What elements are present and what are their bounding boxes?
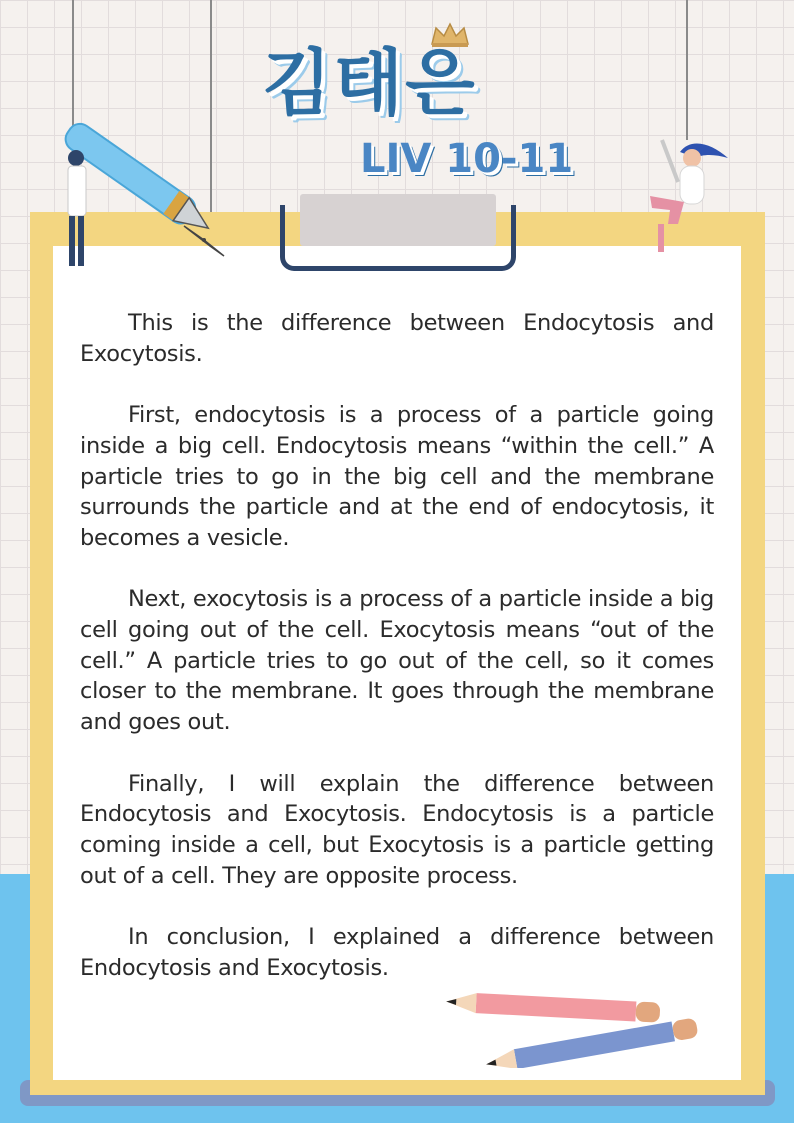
page-title: 김태은: [262, 41, 477, 125]
hanging-string: [686, 0, 688, 140]
clipboard-clip-body: [300, 194, 496, 246]
paragraph: Finally, I will explain the difference between Endocytosis and Exocytosis. Endocytosis is a particle coming inside a cell, but Exocytosis is a particle getting out of a cell. They are opposite process.: [80, 770, 714, 889]
paragraph: This is the difference between Endocytosis and Exocytosis.: [80, 310, 714, 367]
pencils-icon: [440, 988, 710, 1068]
sitting-woman-icon: [640, 124, 740, 254]
paragraph: Next, exocytosis is a process of a particle inside a big cell going out of the cell. Exocytosis means “out of the cell.” A particle tries to go out of the cell, so it comes closer to the membrane. It goes through the membrane and goes out.: [80, 586, 714, 736]
paragraph: In conclusion, I explained a difference between Endocytosis and Exocytosis.: [80, 924, 714, 981]
paragraph: First, endocytosis is a process of a particle going inside a big cell. Endocytosis means “within the cell.” A particle tries to go in the big cell and the membrane surrounds the particle and at the end of endocytosis, it becomes a vesicle.: [80, 402, 714, 551]
essay-body: [80, 308, 714, 1014]
fountain-pen-icon: [180, 220, 230, 260]
level-label: LIV 10-11: [360, 136, 574, 182]
